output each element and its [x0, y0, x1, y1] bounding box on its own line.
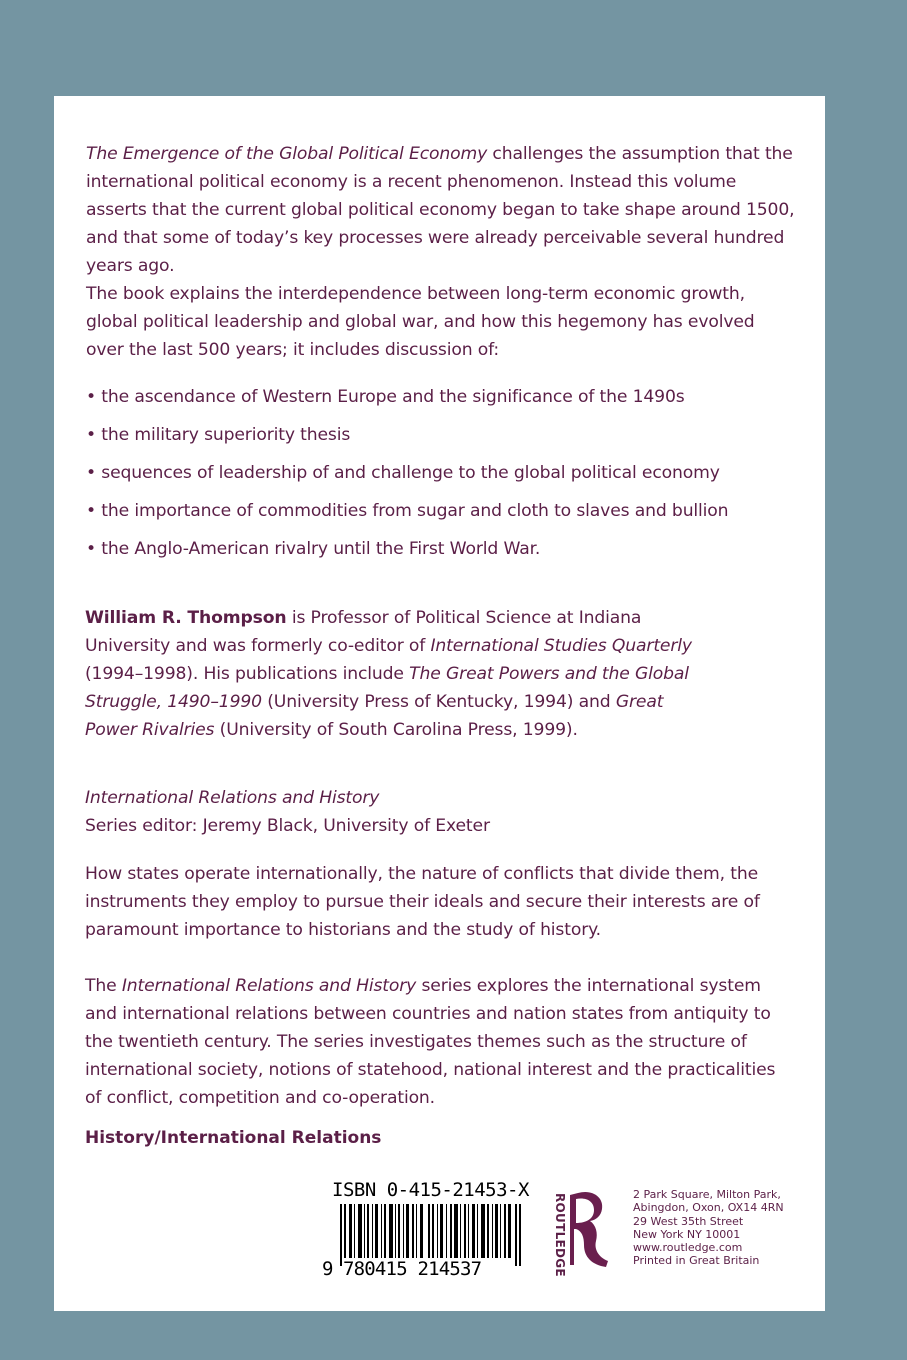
- publisher-name: ROUTLEDGE: [553, 1193, 567, 1277]
- journal-title: International Studies Quarterly: [430, 636, 692, 656]
- publisher-website: www.routledge.com: [633, 1241, 743, 1255]
- bio-text: is Professor of Political Science at Indiana University and was formerly co-editor of: [85, 608, 642, 656]
- address-line: 2 Park Square, Milton Park,: [633, 1188, 781, 1201]
- book-title-2: Great Power Rivalries: [85, 692, 664, 740]
- author-bio: [85, 604, 710, 744]
- series-heading: [85, 784, 795, 840]
- printed-in: Printed in Great Britain: [633, 1254, 760, 1268]
- barcode-icon: [340, 1204, 526, 1266]
- address-line: Abingdon, Oxon, OX14 4RN: [633, 1201, 784, 1215]
- address-line: 29 West 35th Street: [633, 1214, 744, 1228]
- series-paragraph-2: [85, 972, 795, 1112]
- subject-category: History/International Relations: [85, 1128, 382, 1148]
- bio-text: (University of South Carolina Press, 1999).: [214, 720, 578, 740]
- bullet-item: • sequences of leadership of and challenge to the global political economy: [86, 463, 720, 483]
- blurb-text: challenges the assumption that the international political economy is a recent phenomenon. Instead this volume asserts that the current global political economy began to take shape around 1500, and that some of today’s key processes were already perceivable several hundred years ago.: [86, 144, 795, 276]
- author-name: William R. Thompson: [85, 608, 287, 628]
- publisher-address: [633, 1188, 784, 1268]
- back-cover-panel: [54, 96, 825, 1311]
- bullet-item: • the importance of commodities from sugar and cloth to slaves and bullion: [86, 501, 729, 521]
- series-name-inline: International Relations and History: [121, 976, 417, 996]
- bio-text: (University Press of Kentucky, 1994) and: [261, 692, 616, 712]
- ean-digits: 780415 214537: [343, 1258, 482, 1280]
- book-title-1: The Great Powers and the Global Struggle, 1490–1990: [85, 664, 689, 712]
- bullet-item: • the ascendance of Western Europe and the significance of the 1490s: [86, 387, 685, 407]
- series-name: International Relations and History: [85, 788, 380, 808]
- blurb-paragraph-1: [86, 140, 796, 280]
- isbn-label: ISBN 0-415-21453-X: [332, 1179, 529, 1201]
- book-title: The Emergence of the Global Political Economy: [86, 144, 488, 164]
- routledge-logo-icon: [552, 1189, 616, 1269]
- series-paragraph-1: How states operate internationally, the nature of conflicts that divide them, the instruments they employ to pursue their ideals and secure their interests are of paramount importance to historians and the study of history.: [85, 864, 760, 940]
- series-text: series explores the international system and international relations between countries and nation states from antiquity to the twentieth century. The series investigates themes such as the structure of international society, notions of statehood, national interest and the practicalities of conflict, competition and co-operation.: [85, 976, 776, 1108]
- bullet-item: • the military superiority thesis: [86, 425, 351, 445]
- ean-first-digit: 9: [322, 1258, 334, 1280]
- blurb-paragraph-2: The book explains the interdependence between long-term economic growth, global political leadership and global war, and how this hegemony has evolved over the last 500 years; it includes discussion of:: [86, 284, 755, 360]
- bio-text: (1994–1998). His publications include: [85, 664, 410, 684]
- series-text: The: [85, 976, 122, 996]
- address-line: New York NY 10001: [633, 1227, 741, 1241]
- series-editor: Series editor: Jeremy Black, University of Exeter: [85, 816, 490, 836]
- bullet-item: • the Anglo-American rivalry until the First World War.: [86, 539, 541, 559]
